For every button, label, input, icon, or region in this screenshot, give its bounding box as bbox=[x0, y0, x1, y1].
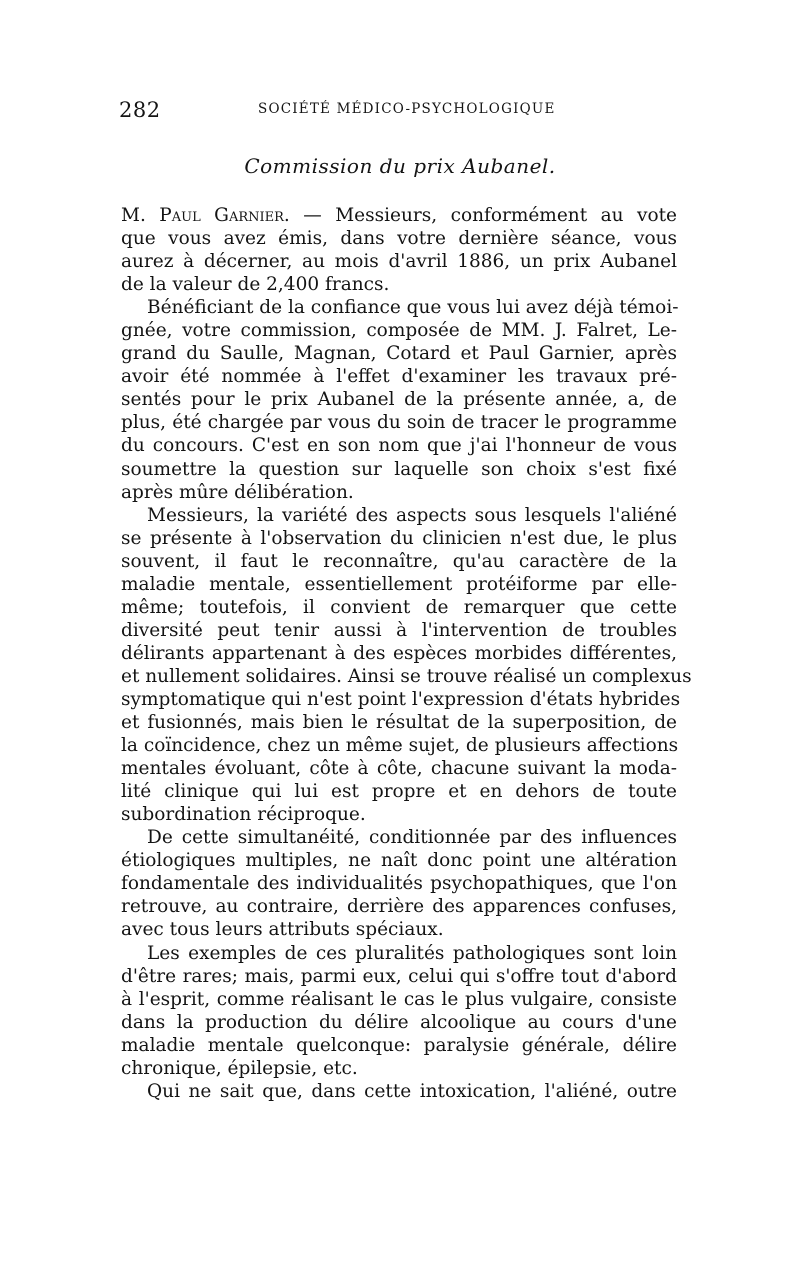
text-line: Qui ne sait que, dans cette intoxication, l'aliéné, outre bbox=[147, 1080, 677, 1102]
text-line: délirants appartenant à des espèces morbides différentes, bbox=[121, 642, 677, 664]
text-line: diversité peut tenir aussi à l'intervention de troubles bbox=[121, 619, 677, 641]
text-line: que vous avez émis, dans votre dernière séance, vous bbox=[121, 228, 677, 250]
text-line: retrouve, au contraire, derrière des apparences confuses, bbox=[121, 896, 677, 918]
text-line: même; toutefois, il convient de remarquer que cette bbox=[121, 596, 677, 618]
text-line: Les exemples de ces pluralités pathologiques sont loin bbox=[147, 942, 677, 964]
text-line: fondamentale des individualités psychopathiques, que l'on bbox=[121, 873, 677, 895]
text-line: à l'esprit, comme réalisant le cas le plus vulgaire, consiste bbox=[121, 988, 677, 1010]
text-line: du concours. C'est en son nom que j'ai l'honneur de vous bbox=[121, 435, 677, 457]
text-line: d'être rares; mais, parmi eux, celui qui s'offre tout d'abord bbox=[121, 965, 677, 987]
text-line: maladie mentale quelconque: paralysie générale, délire bbox=[121, 1034, 677, 1056]
text-line: et fusionnés, mais bien le résultat de la superposition, de bbox=[121, 712, 677, 734]
text-line: avec tous leurs attributs spéciaux. bbox=[121, 919, 444, 941]
text-line: de la valeur de 2,400 francs. bbox=[121, 274, 390, 296]
text-line: lité clinique qui lui est propre et en dehors de toute bbox=[121, 781, 677, 803]
text-line: souvent, il faut le reconnaître, qu'au caractère de la bbox=[121, 550, 677, 572]
text-line: dans la production du délire alcoolique au cours d'une bbox=[121, 1011, 677, 1033]
section-title: Commission du prix Aubanel. bbox=[244, 154, 556, 178]
text-line: M. Paul Garnier. — Messieurs, conformément au vote bbox=[121, 205, 677, 226]
text-line: aurez à décerner, au mois d'avril 1886, un prix Aubanel bbox=[121, 251, 677, 273]
text-line: avoir été nommée à l'effet d'examiner les travaux pré- bbox=[121, 366, 677, 388]
text-line: étiologiques multiples, ne naît donc point une altération bbox=[121, 850, 677, 872]
text-line: chronique, épilepsie, etc. bbox=[121, 1057, 358, 1079]
text-line: sentés pour le prix Aubanel de la présente année, a, de bbox=[121, 389, 677, 411]
speaker-name: M. Paul Garnier. bbox=[121, 205, 290, 226]
text-line: plus, été chargée par vous du soin de tracer le programme bbox=[121, 412, 677, 434]
text-line: et nullement solidaires. Ainsi se trouve réalisé un complexus bbox=[121, 665, 692, 687]
text-line: subordination réciproque. bbox=[121, 804, 366, 826]
text-line: symptomatique qui n'est point l'expression d'états hybrides bbox=[121, 688, 681, 710]
text-line: Bénéficiant de la confiance que vous lui avez déjà témoi- bbox=[147, 297, 679, 319]
text-line: mentales évoluant, côte à côte, chacune suivant la moda- bbox=[121, 758, 677, 780]
text-line: De cette simultanéité, conditionnée par des influences bbox=[147, 827, 677, 849]
text-line: la coïncidence, chez un même sujet, de plusieurs affections bbox=[121, 735, 679, 757]
text-line: soumettre la question sur laquelle son choix s'est fixé bbox=[121, 458, 677, 480]
text-line: gnée, votre commission, composée de MM. J. Falret, Le- bbox=[121, 320, 677, 342]
text-line: se présente à l'observation du clinicien n'est due, le plus bbox=[121, 527, 677, 549]
body-text bbox=[121, 204, 692, 1103]
text-line: maladie mentale, essentiellement protéiforme par elle- bbox=[121, 573, 677, 595]
running-head: SOCIÉTÉ MÉDICO-PSYCHOLOGIQUE bbox=[258, 101, 556, 117]
text-line: grand du Saulle, Magnan, Cotard et Paul Garnier, après bbox=[121, 343, 677, 365]
text-line: Messieurs, la variété des aspects sous lesquels l'aliéné bbox=[147, 504, 677, 526]
page-number: 282 bbox=[119, 98, 161, 122]
text-line: après mûre délibération. bbox=[121, 481, 354, 503]
